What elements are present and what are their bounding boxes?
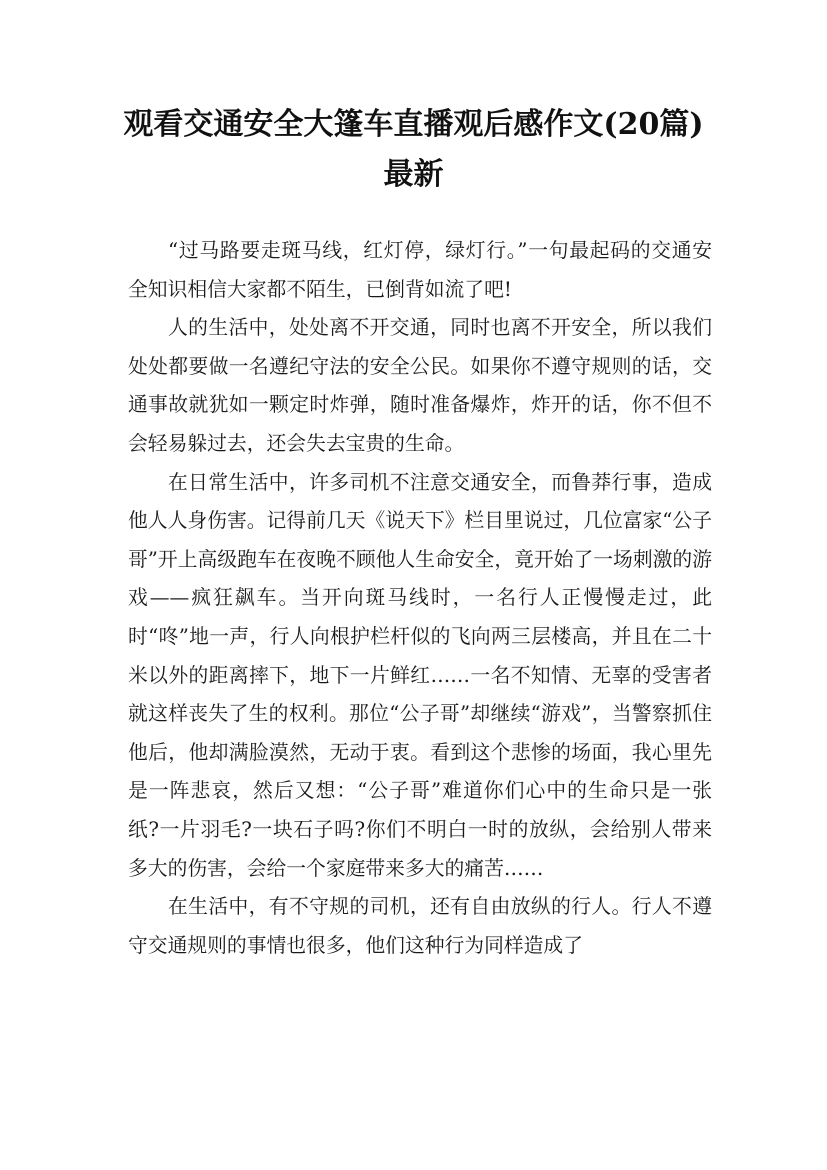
paragraph-2: 人的生活中，处处离不开交通，同时也离不开安全，所以我们处处都要做一名遵纪守法的安全公民。如果你不遵守规则的话，交通事故就犹如一颗定时炸弹，随时准备爆炸，炸开的话，你不但不会轻易躲过去，还会失去宝贵的生命。 (128, 316, 712, 455)
paragraph-1: “过马路要走斑马线，红灯停，绿灯行。”一句最起码的交通安全知识相信大家都不陌生，已倒背如流了吧! (128, 239, 712, 301)
document-body (128, 232, 712, 965)
paragraph-3: 在日常生活中，许多司机不注意交通安全，而鲁莽行事，造成他人人身伤害。记得前几天《说天下》栏目里说过，几位富家“公子哥”开上高级跑车在夜晚不顾他人生命安全，竟开始了一场刺激的游戏——疯狂飙车。当开向斑马线时，一名行人正慢慢走过，此时“咚”地一声，行人向根护栏杆似的飞向两三层楼高，并且在二十米以外的距离摔下，地下一片鲜红……一名不知情、无辜的受害者就这样丧失了生的权利。那位“公子哥”却继续“游戏”，当警察抓住他后，他却满脸漠然，无动于衷。看到这个悲惨的场面，我心里先是一阵悲哀，然后又想：“公子哥”难道你们心中的生命只是一张纸?一片羽毛?一块石子吗?你们不明白一时的放纵，会给别人带来多大的伤害，会给一个家庭带来多大的痛苦…… (128, 470, 712, 880)
document-title (100, 100, 727, 200)
title-line-1: 观看交通安全大篷车直播观后感作文(20篇) (123, 107, 704, 142)
paragraph-4: 在生活中，有不守规的司机，还有自由放纵的行人。行人不遵守交通规则的事情也很多，他们这种行为同样造成了 (128, 895, 712, 957)
title-line-2: 最新 (383, 157, 444, 192)
